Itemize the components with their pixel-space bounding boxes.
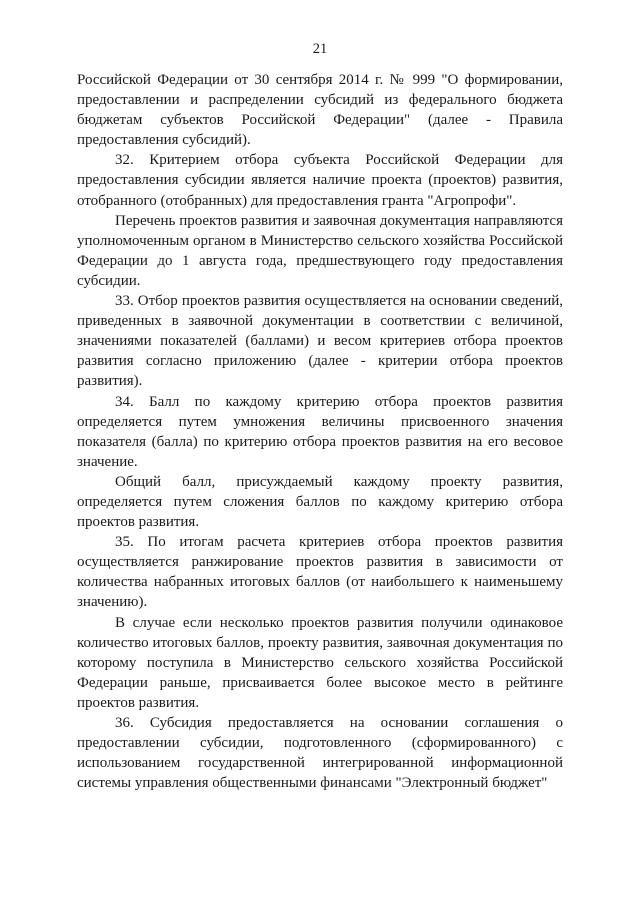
paragraph-projects-list: Перечень проектов развития и заявочная документация направляются уполномоченным органом в Министерство сельского хозяйства Российской Федерации до 1 августа года, предшествующего году предоставления субсидии. [77, 212, 563, 289]
document-body [77, 70, 563, 793]
paragraph-33: 33. Отбор проектов развития осуществляется на основании сведений, приведенных в заявочной документации в соответствии с величиной, значениями показателей (баллами) и весом критериев отбора проектов развития согласно приложению (далее - критерии отбора проектов развития). [77, 293, 563, 390]
paragraph-equal-scores: В случае если несколько проектов развития получили одинаковое количество итоговых баллов, проекту развития, заявочная документация по которому поступила в Министерство сельского хозяйства Российской Федерации раньше, присваивается более высокое место в рейтинге проектов развития. [77, 614, 563, 711]
paragraph-36: 36. Субсидия предоставляется на основании соглашения о предоставлении субсидии, подготовленного (сформированного) с использованием государственной интегрированной информационной системы управления общественными финансами "Электронный бюджет" [77, 715, 563, 792]
paragraph-34: 34. Балл по каждому критерию отбора проектов развития определяется путем умножения величины присвоенного значения показателя (балла) по критерию отбора проектов развития на его весовое значение. [77, 393, 563, 470]
paragraph-35: 35. По итогам расчета критериев отбора проектов развития осуществляется ранжирование проектов развития в зависимости от количества набранных итоговых баллов (от наибольшего к наименьшему значению). [77, 534, 563, 611]
page-number: 21 [312, 41, 328, 57]
paragraph-32: 32. Критерием отбора субъекта Российской Федерации для предоставления субсидии является наличие проекта (проектов) развития, отобранного (отобранных) для предоставления гранта "Агропрофи". [77, 152, 563, 209]
paragraph-continuation: Российской Федерации от 30 сентября 2014 г. № 999 "О формировании, предоставлении и распределении субсидий из федерального бюджета бюджетам субъектов Российской Федерации" (далее - Правила предоставления субсидий). [77, 72, 563, 149]
paragraph-total-score: Общий балл, присуждаемый каждому проекту развития, определяется путем сложения баллов по каждому критерию отбора проектов развития. [77, 473, 563, 531]
